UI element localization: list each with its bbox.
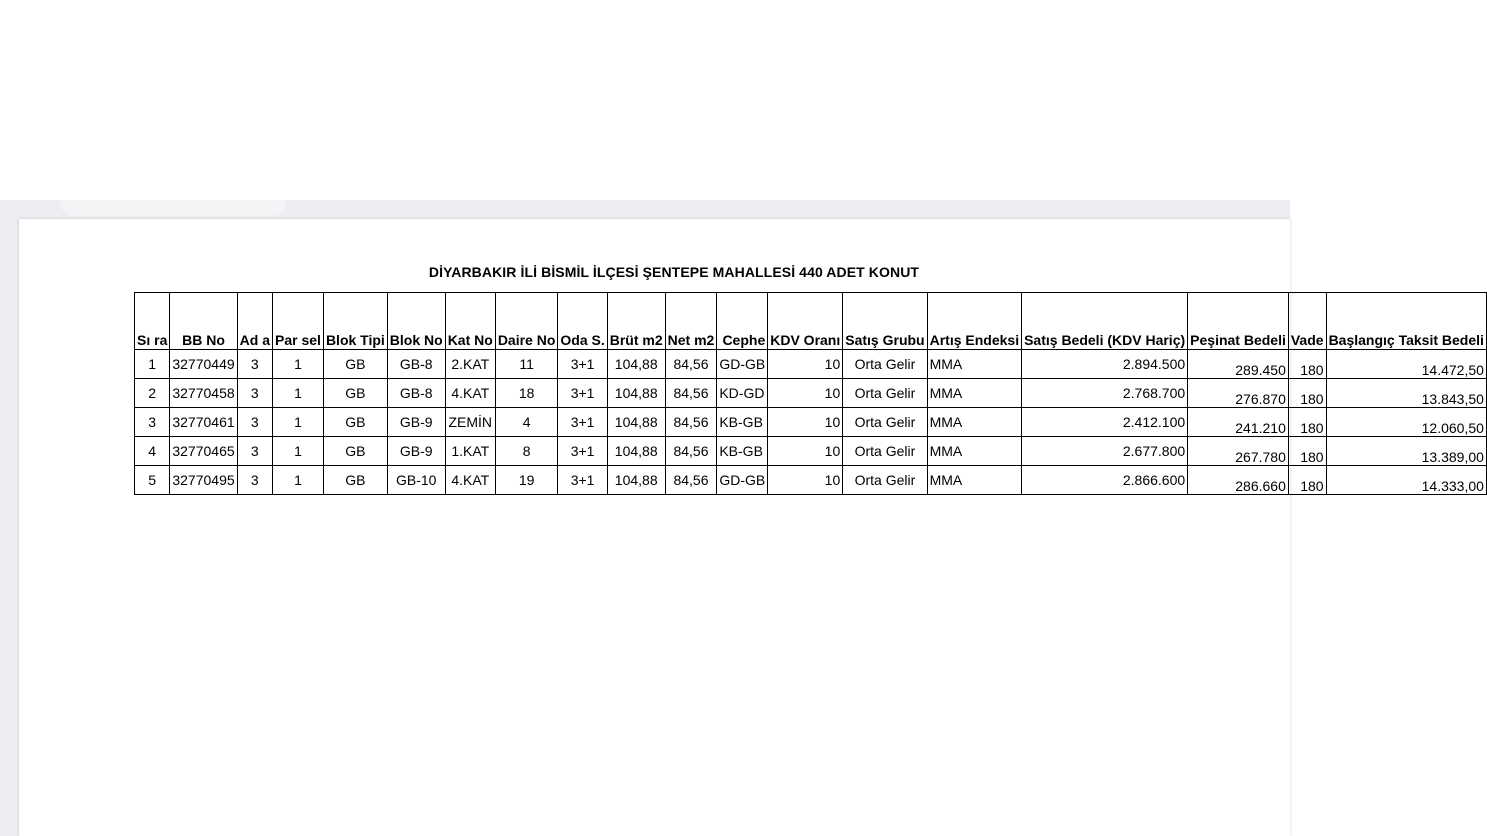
cell-parsel: 1	[273, 379, 324, 408]
cell-vade: 180	[1288, 437, 1326, 466]
cell-blok-tipi: GB	[323, 466, 387, 495]
cell-satis-bedeli: 2.677.800	[1022, 437, 1188, 466]
cell-blok-no: GB-9	[387, 437, 445, 466]
cell-blok-no: GB-8	[387, 379, 445, 408]
col-header-daire-no: Daire No	[495, 293, 558, 350]
table-header-row	[135, 293, 1487, 350]
col-header-blok-tipi: Blok Tipi	[323, 293, 387, 350]
cell-daire-no: 8	[495, 437, 558, 466]
cell-bb-no: 32770449	[170, 350, 237, 379]
cell-satis-grubu: Orta Gelir	[843, 350, 927, 379]
cell-satis-grubu: Orta Gelir	[843, 437, 927, 466]
document-page[interactable]	[19, 219, 1484, 836]
col-header-artis-endeksi: Artış Endeksi	[927, 293, 1021, 350]
cell-pesinat-bedeli: 289.450	[1188, 350, 1289, 379]
cell-kdv-orani: 10	[768, 379, 843, 408]
cell-cephe: KB-GB	[717, 408, 768, 437]
cell-artis-endeksi: MMA	[927, 466, 1021, 495]
cell-blok-tipi: GB	[323, 379, 387, 408]
cell-brut-m2: 104,88	[607, 379, 665, 408]
cell-ada: 3	[237, 408, 272, 437]
cell-blok-no: GB-10	[387, 466, 445, 495]
col-header-ada: Ad a	[237, 293, 272, 350]
cell-blok-no: GB-9	[387, 408, 445, 437]
cell-sira: 5	[135, 466, 170, 495]
cell-cephe: KB-GB	[717, 437, 768, 466]
cell-net-m2: 84,56	[665, 437, 717, 466]
col-header-kat-no: Kat No	[445, 293, 495, 350]
cell-kdv-orani: 10	[768, 437, 843, 466]
cell-ada: 3	[237, 379, 272, 408]
cell-kat-no: 2.KAT	[445, 350, 495, 379]
col-header-brut-m2: Brüt m2	[607, 293, 665, 350]
col-header-kdv-orani: KDV Oranı	[768, 293, 843, 350]
cell-satis-grubu: Orta Gelir	[843, 466, 927, 495]
cell-cephe: GD-GB	[717, 466, 768, 495]
cell-pesinat-bedeli: 276.870	[1188, 379, 1289, 408]
cell-pesinat-bedeli: 241.210	[1188, 408, 1289, 437]
cell-blok-tipi: GB	[323, 350, 387, 379]
cell-pesinat-bedeli: 267.780	[1188, 437, 1289, 466]
cell-daire-no: 11	[495, 350, 558, 379]
col-header-pesinat-bedeli: Peşinat Bedeli	[1188, 293, 1289, 350]
col-header-bb-no: BB No	[170, 293, 237, 350]
cell-blok-tipi: GB	[323, 408, 387, 437]
cell-artis-endeksi: MMA	[927, 437, 1021, 466]
col-header-satis-bedeli: Satış Bedeli (KDV Hariç)	[1022, 293, 1188, 350]
cell-kat-no: ZEMİN	[445, 408, 495, 437]
cell-oda-sayisi: 3+1	[558, 437, 607, 466]
viewer-tab-edge	[60, 200, 286, 216]
cell-daire-no: 18	[495, 379, 558, 408]
col-header-parsel: Par sel	[273, 293, 324, 350]
col-header-satis-grubu: Satış Grubu	[843, 293, 927, 350]
col-header-oda-sayisi: Oda S.	[558, 293, 607, 350]
cell-brut-m2: 104,88	[607, 466, 665, 495]
col-header-baslangic-taksit: Başlangıç Taksit Bedeli	[1326, 293, 1486, 350]
cell-parsel: 1	[273, 408, 324, 437]
cell-kat-no: 4.KAT	[445, 466, 495, 495]
cell-bb-no: 32770458	[170, 379, 237, 408]
cell-artis-endeksi: MMA	[927, 350, 1021, 379]
cell-bb-no: 32770461	[170, 408, 237, 437]
cell-net-m2: 84,56	[665, 379, 717, 408]
cell-sira: 3	[135, 408, 170, 437]
cell-kat-no: 1.KAT	[445, 437, 495, 466]
cell-pesinat-bedeli: 286.660	[1188, 466, 1289, 495]
cell-parsel: 1	[273, 437, 324, 466]
cell-artis-endeksi: MMA	[927, 408, 1021, 437]
cell-daire-no: 19	[495, 466, 558, 495]
table-row	[135, 350, 1487, 379]
cell-satis-bedeli: 2.412.100	[1022, 408, 1188, 437]
cell-kdv-orani: 10	[768, 350, 843, 379]
cell-vade: 180	[1288, 350, 1326, 379]
col-header-vade: Vade	[1288, 293, 1326, 350]
cell-blok-no: GB-8	[387, 350, 445, 379]
cell-cephe: KD-GD	[717, 379, 768, 408]
cell-satis-bedeli: 2.894.500	[1022, 350, 1188, 379]
cell-bb-no: 32770465	[170, 437, 237, 466]
col-header-blok-no: Blok No	[387, 293, 445, 350]
cell-baslangic-taksit: 12.060,50	[1326, 408, 1486, 437]
document-title: DİYARBAKIR İLİ BİSMİL İLÇESİ ŞENTEPE MAHALLESİ 440 ADET KONUT	[428, 264, 920, 280]
cell-net-m2: 84,56	[665, 466, 717, 495]
cell-satis-bedeli: 2.866.600	[1022, 466, 1188, 495]
col-header-cephe: Cephe	[717, 293, 768, 350]
cell-baslangic-taksit: 13.843,50	[1326, 379, 1486, 408]
cell-artis-endeksi: MMA	[927, 379, 1021, 408]
cell-brut-m2: 104,88	[607, 350, 665, 379]
cell-oda-sayisi: 3+1	[558, 379, 607, 408]
cell-oda-sayisi: 3+1	[558, 466, 607, 495]
cell-vade: 180	[1288, 408, 1326, 437]
blank-top-area	[0, 0, 1290, 200]
cell-net-m2: 84,56	[665, 350, 717, 379]
cell-daire-no: 4	[495, 408, 558, 437]
table-row	[135, 437, 1487, 466]
cell-cephe: GD-GB	[717, 350, 768, 379]
cell-brut-m2: 104,88	[607, 408, 665, 437]
cell-bb-no: 32770495	[170, 466, 237, 495]
cell-satis-bedeli: 2.768.700	[1022, 379, 1188, 408]
cell-parsel: 1	[273, 350, 324, 379]
cell-kat-no: 4.KAT	[445, 379, 495, 408]
cell-sira: 4	[135, 437, 170, 466]
table-row	[135, 466, 1487, 495]
cell-oda-sayisi: 3+1	[558, 350, 607, 379]
cell-vade: 180	[1288, 466, 1326, 495]
cell-sira: 1	[135, 350, 170, 379]
cell-kdv-orani: 10	[768, 408, 843, 437]
cell-vade: 180	[1288, 379, 1326, 408]
cell-ada: 3	[237, 466, 272, 495]
cell-sira: 2	[135, 379, 170, 408]
cell-net-m2: 84,56	[665, 408, 717, 437]
cell-satis-grubu: Orta Gelir	[843, 408, 927, 437]
cell-blok-tipi: GB	[323, 437, 387, 466]
cell-oda-sayisi: 3+1	[558, 408, 607, 437]
cell-kdv-orani: 10	[768, 466, 843, 495]
table-row	[135, 379, 1487, 408]
cell-baslangic-taksit: 14.333,00	[1326, 466, 1486, 495]
cell-baslangic-taksit: 14.472,50	[1326, 350, 1486, 379]
cell-baslangic-taksit: 13.389,00	[1326, 437, 1486, 466]
cell-satis-grubu: Orta Gelir	[843, 379, 927, 408]
cell-ada: 3	[237, 350, 272, 379]
table-row	[135, 408, 1487, 437]
housing-units-table	[134, 292, 1487, 495]
cell-ada: 3	[237, 437, 272, 466]
cell-parsel: 1	[273, 466, 324, 495]
col-header-net-m2: Net m2	[665, 293, 717, 350]
col-header-sira: Sı ra	[135, 293, 170, 350]
cell-brut-m2: 104,88	[607, 437, 665, 466]
